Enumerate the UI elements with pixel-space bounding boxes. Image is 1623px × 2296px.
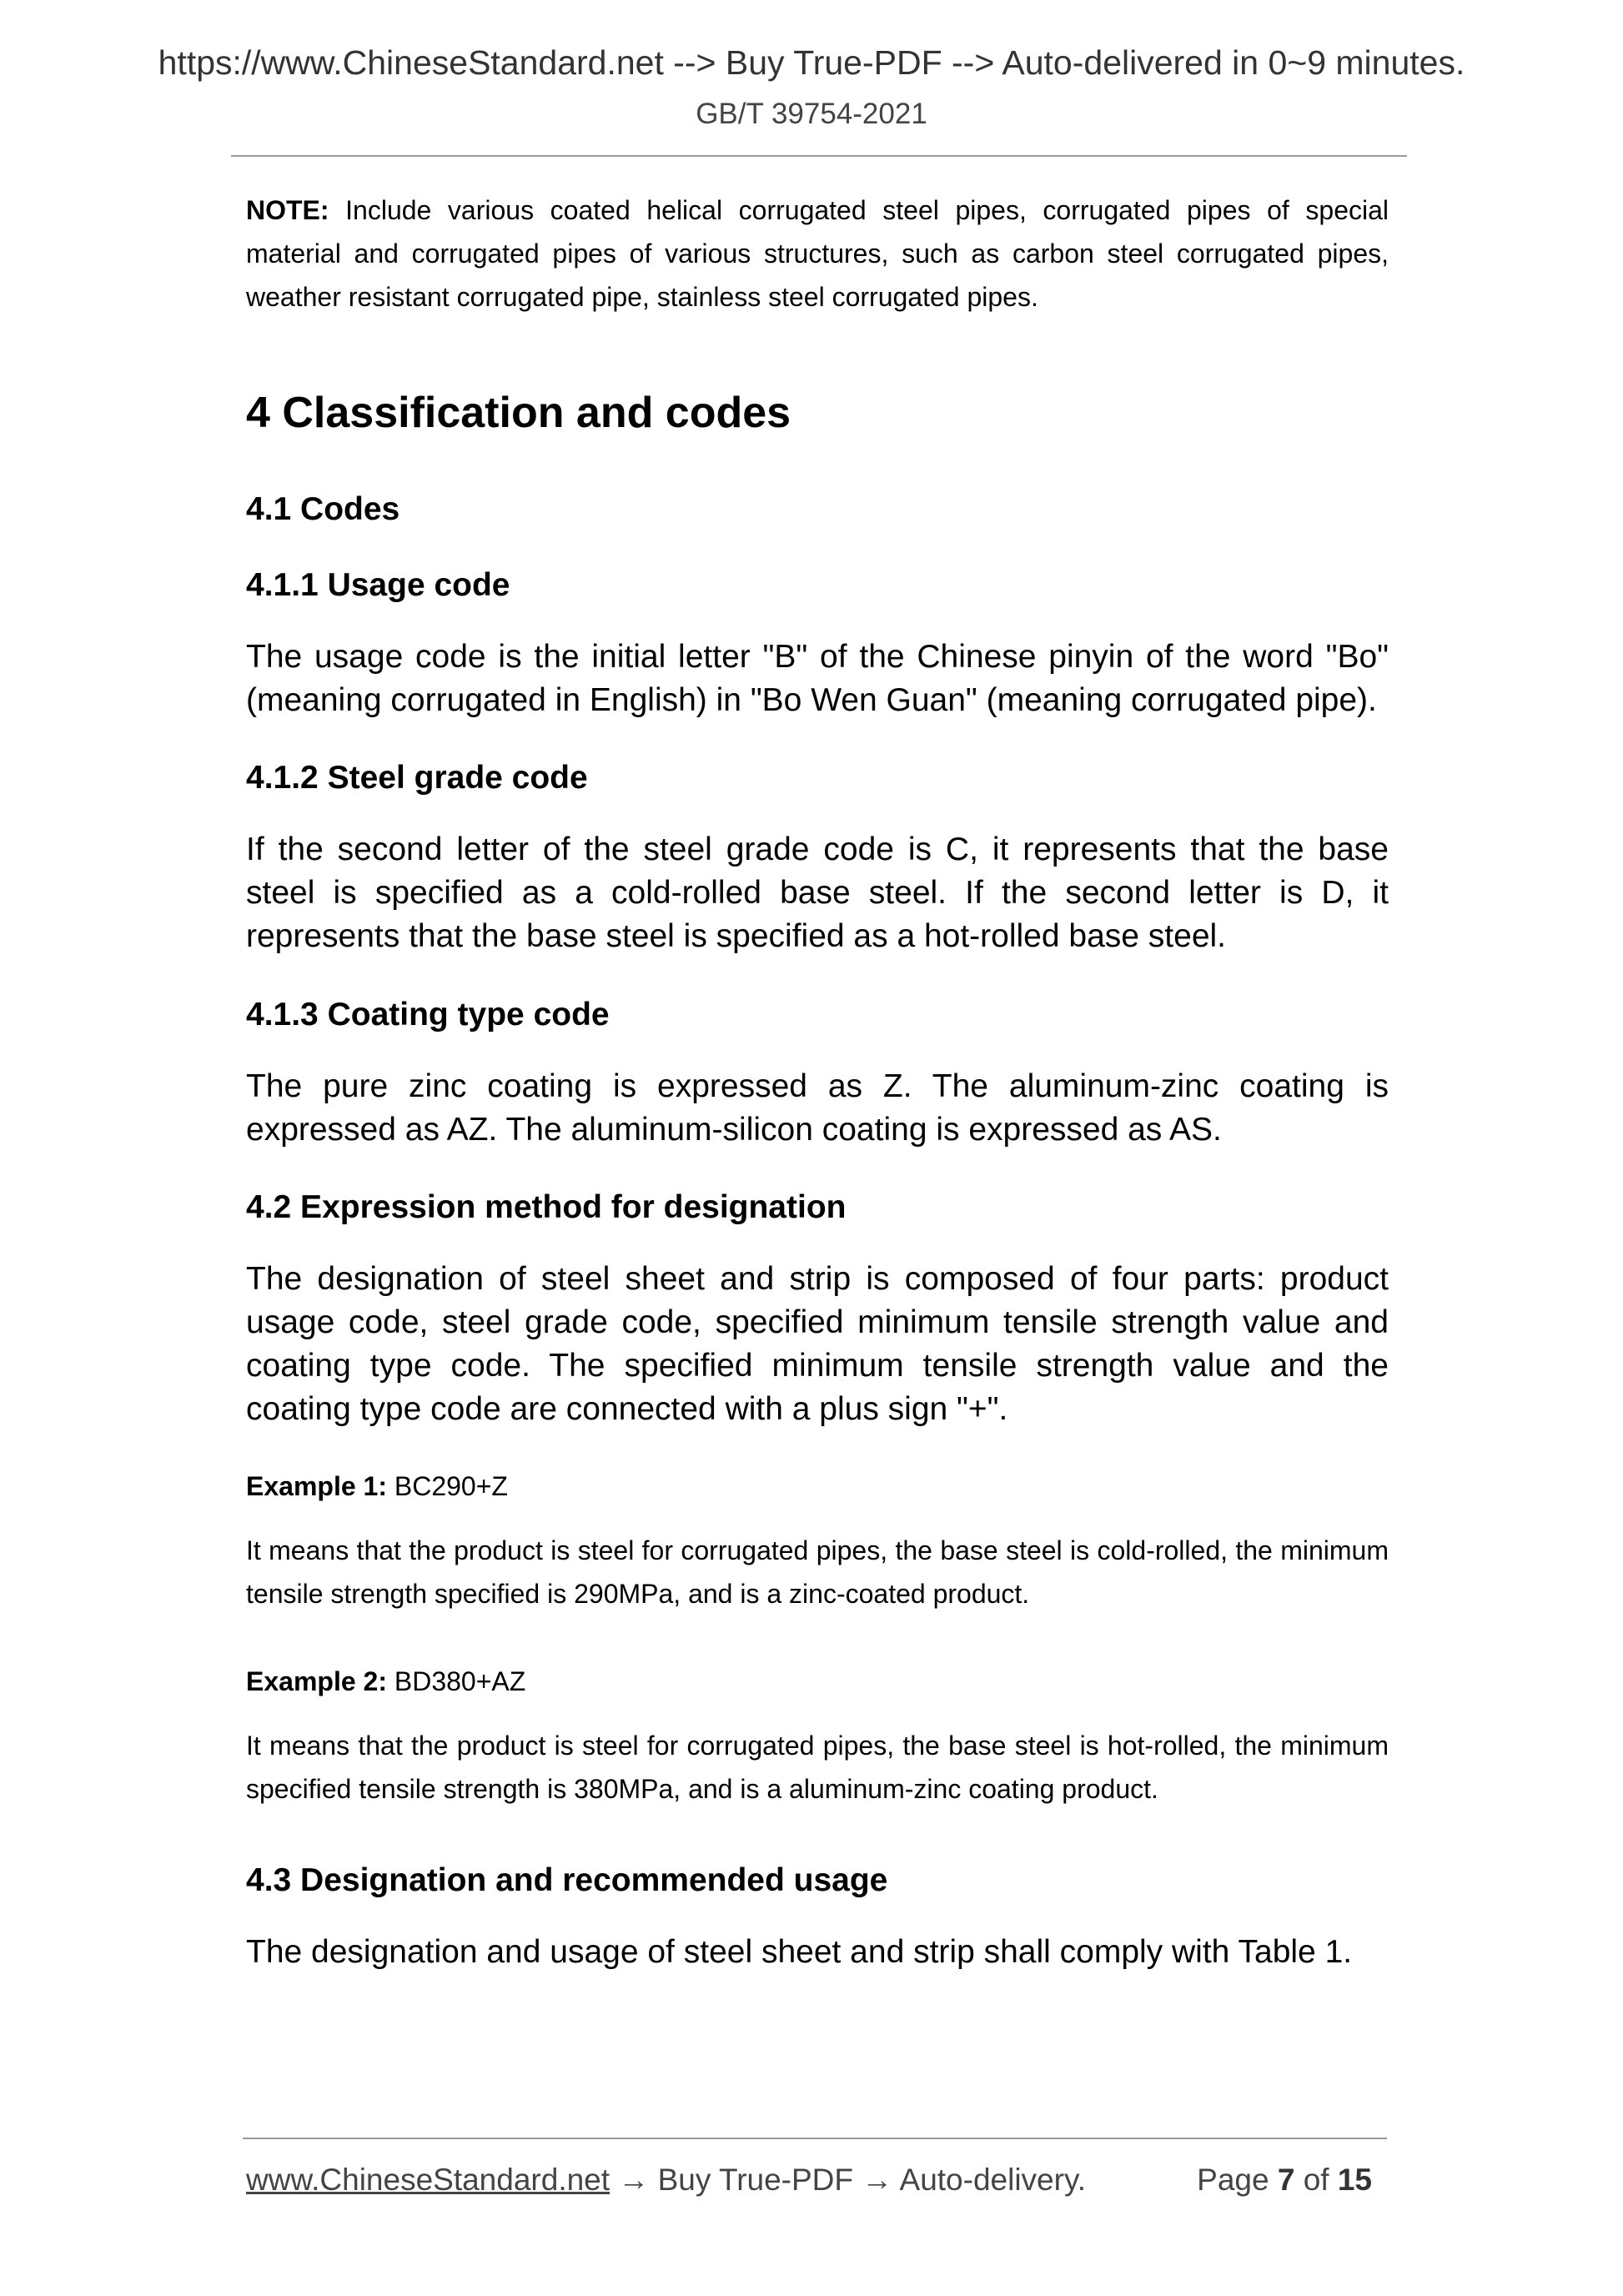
footer-site-link[interactable]: www.ChineseStandard.net (246, 2163, 611, 2197)
section-4-1-1-title: 4.1.1 Usage code (246, 567, 510, 603)
section-4-3-title: 4.3 Designation and recommended usage (246, 1862, 888, 1898)
example-2-title (246, 1665, 525, 1697)
section-4-2-text: The designation of steel sheet and strip is composed of four parts: product usage code, steel grade code, specified minimum tensile strength value and coating type code. The specified minimum tensile strength value and the coating type code are connected with a plus sign "+". (246, 1261, 1389, 1427)
page-total: 15 (1337, 2163, 1372, 2197)
footer-trail-text: → Buy True-PDF → Auto-delivery. (610, 2163, 1086, 2197)
section-4-1-3-title: 4.1.3 Coating type code (246, 997, 610, 1032)
document-body (246, 188, 1389, 1970)
example-1-value: BC290+Z (386, 1471, 508, 1501)
section-4-2-title: 4.2 Expression method for designation (246, 1189, 847, 1225)
page-label: Page (1197, 2163, 1269, 2197)
header-url-banner: https://www.ChineseStandard.net --> Buy True-PDF --> Auto-delivered in 0~9 minutes. (158, 43, 1465, 82)
note-text: Include various coated helical corrugated steel pipes, corrugated pipes of special material and corrugated pipes of various structures, such as carbon steel corrugated pipes, weather resistant corrugated pipe, stainless steel corrugated pipes. (246, 195, 1389, 312)
example-2-value: BD380+AZ (386, 1666, 526, 1696)
section-4-title: 4 Classification and codes (246, 389, 791, 437)
example-1-text: It means that the product is steel for corrugated pipes, the base steel is cold-rolled, the minimum tensile strength specified is 290MPa, and is a zinc-coated product. (246, 1535, 1389, 1609)
section-4-1-1-text: The usage code is the initial letter "B" of the Chinese pinyin of the word "Bo" (meaning corrugated in English) in "Bo Wen Guan" (meaning corrugated pipe). (246, 639, 1389, 718)
footer-divider (243, 2138, 1387, 2139)
note-paragraph (246, 188, 1389, 319)
example-1-title (246, 1470, 508, 1502)
page-indicator (1197, 2162, 1372, 2198)
header-divider (231, 155, 1407, 157)
section-4-1-title: 4.1 Codes (246, 491, 400, 527)
page-of-label: of (1303, 2163, 1329, 2197)
example-2-text: It means that the product is steel for corrugated pipes, the base steel is hot-rolled, the minimum specified tensile strength is 380MPa, and is a aluminum-zinc coating product. (246, 1731, 1389, 1804)
example-2-label: Example 2: (246, 1666, 387, 1696)
section-4-3-text: The designation and usage of steel sheet and strip shall comply with Table 1. (246, 1934, 1353, 1970)
page-number: 7 (1277, 2163, 1295, 2197)
section-4-1-3-text: The pure zinc coating is expressed as Z. The aluminum-zinc coating is expressed as AZ. The aluminum-silicon coating is expressed as AS. (246, 1068, 1389, 1148)
note-label: NOTE: (246, 195, 329, 225)
section-4-1-2-text: If the second letter of the steel grade code is C, it represents that the base steel is specified as a cold-rolled base steel. If the second letter is D, it represents that the base steel is specified as a hot-rolled base steel. (246, 831, 1389, 954)
header-standard-number: GB/T 39754-2021 (696, 98, 927, 130)
section-4-1-2-title: 4.1.2 Steel grade code (246, 760, 588, 796)
footer (246, 2162, 1389, 2198)
example-1-label: Example 1: (246, 1471, 387, 1501)
